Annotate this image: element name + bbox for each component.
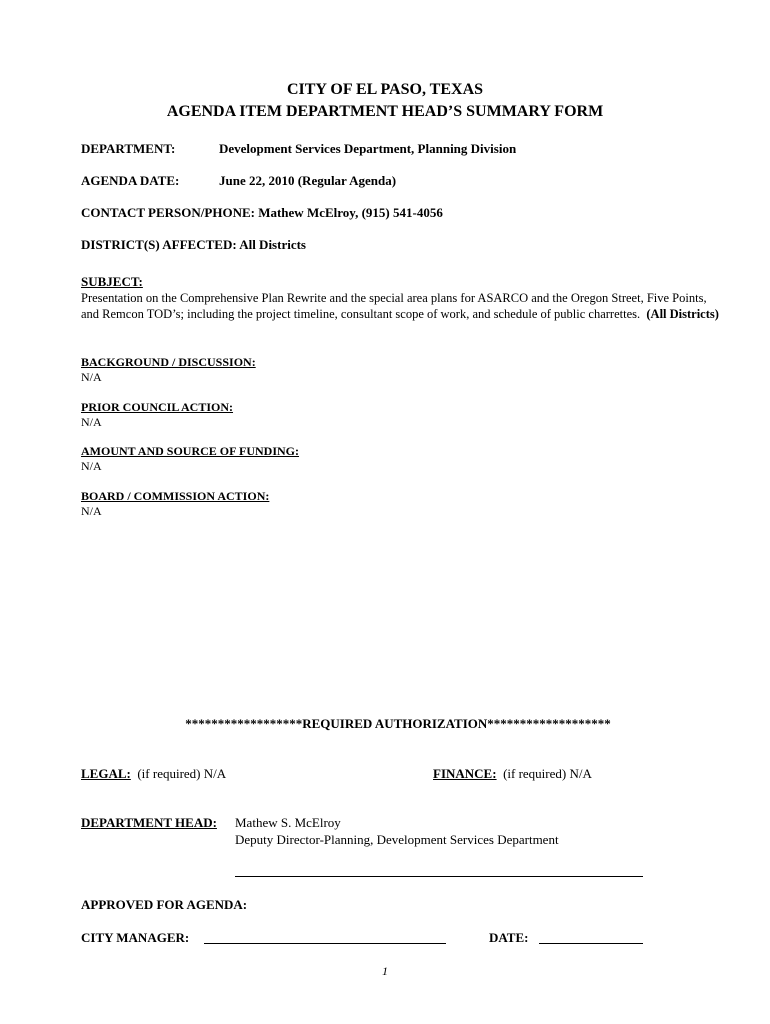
- header-form-title: AGENDA ITEM DEPARTMENT HEAD’S SUMMARY FORM: [166, 103, 604, 120]
- city-manager-label: CITY MANAGER:: [81, 930, 190, 945]
- subject-label: SUBJECT:: [81, 274, 143, 289]
- department-head-name: Mathew S. McElroy: [235, 815, 341, 830]
- finance-field: [433, 766, 592, 782]
- subject-text: [81, 290, 721, 322]
- districts-affected: DISTRICT(S) AFFECTED: All Districts: [81, 237, 306, 252]
- approved-for-agenda: APPROVED FOR AGENDA:: [81, 897, 248, 912]
- funding-value: N/A: [81, 459, 102, 473]
- signature-line-department-head: [235, 876, 643, 877]
- prior-council-label: PRIOR COUNCIL ACTION:: [81, 400, 234, 414]
- finance-value: (if required) N/A: [503, 766, 592, 781]
- department-value: Development Services Department, Planning Division: [219, 141, 517, 156]
- background-value: N/A: [81, 370, 102, 384]
- legal-field: [81, 766, 226, 782]
- department-head-title: Deputy Director-Planning, Development Services Department: [235, 832, 559, 847]
- contact-person-phone: CONTACT PERSON/PHONE: Mathew McElroy, (915) 541-4056: [81, 205, 443, 220]
- funding-label: AMOUNT AND SOURCE OF FUNDING:: [81, 444, 300, 458]
- background-label: BACKGROUND / DISCUSSION:: [81, 355, 256, 369]
- signature-line-date: [539, 943, 643, 944]
- department-head-label: DEPARTMENT HEAD:: [81, 815, 217, 830]
- agenda-date-label: AGENDA DATE:: [81, 173, 180, 188]
- signature-line-city-manager: [204, 943, 446, 944]
- subject-body: Presentation on the Comprehensive Plan Rewrite and the special area plans for ASARCO and the Oregon Street, Five Points, and Remcon TOD’s; including the project timeline, consultant scope of work, and schedule of public charrettes.: [81, 291, 707, 321]
- board-label: BOARD / COMMISSION ACTION:: [81, 489, 270, 503]
- header-city: CITY OF EL PASO, TEXAS: [286, 81, 484, 98]
- prior-council-value: N/A: [81, 415, 102, 429]
- date-label: DATE:: [489, 930, 529, 945]
- subject-districts: (All Districts): [646, 307, 719, 321]
- department-label: DEPARTMENT:: [81, 141, 176, 156]
- board-value: N/A: [81, 504, 102, 518]
- required-authorization: ******************REQUIRED AUTHORIZATION*******************: [185, 716, 611, 731]
- legal-label: LEGAL:: [81, 766, 131, 781]
- page-number: 1: [382, 964, 388, 978]
- legal-value: (if required) N/A: [137, 766, 227, 781]
- finance-label: FINANCE:: [433, 766, 497, 781]
- agenda-date-value: June 22, 2010 (Regular Agenda): [219, 173, 397, 188]
